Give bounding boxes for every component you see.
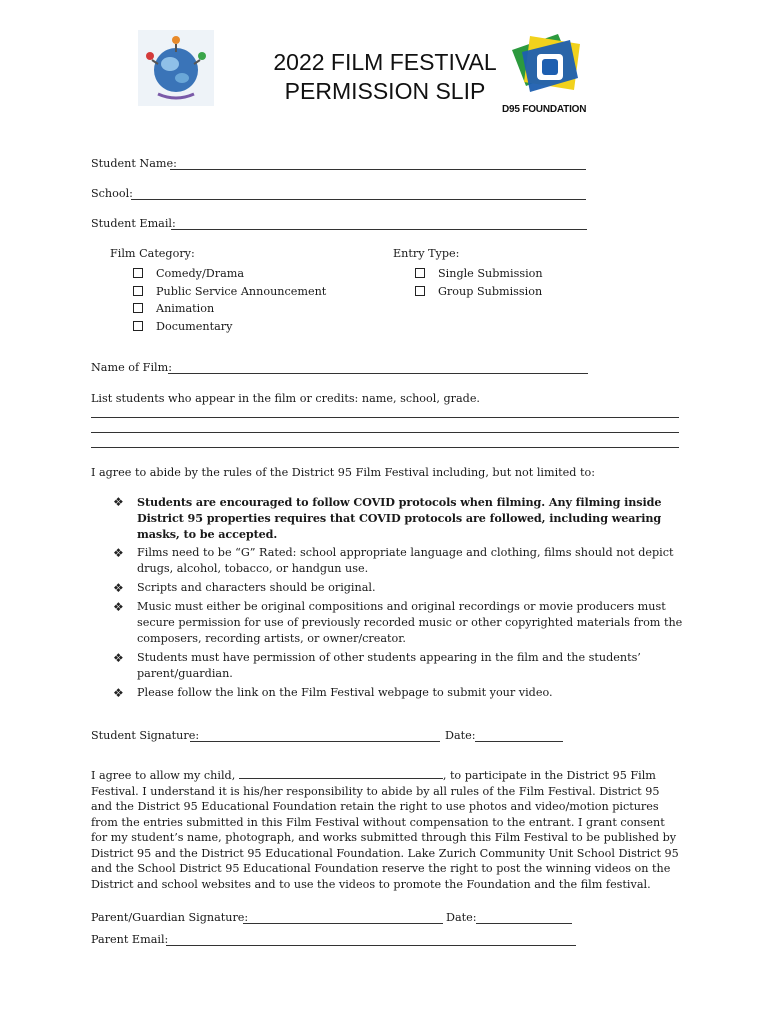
rule-text: Students must have permission of other students appearing in the film and the students’ parent/guardian. [137,651,641,680]
student-date-label: Date: [445,729,476,742]
rule-text: Students are encouraged to follow COVID protocols when filming. Any filming inside District 95 properties requires that COVID protocols are followed, including wearing masks, to be accepted. [137,495,662,541]
student-signature-label: Student Signature: [91,729,200,742]
checkbox[interactable] [415,286,425,296]
option-label: Group Submission [438,284,543,298]
rules-list [113,494,683,704]
parent-email-label: Parent Email: [91,933,169,946]
consent-paragraph [91,768,683,892]
parent-signature-field[interactable] [243,923,443,924]
checkbox[interactable] [133,268,143,278]
checkbox[interactable] [133,286,143,296]
title-line-1: 2022 FILM FESTIVAL [273,49,497,75]
rule-item [113,494,683,542]
rule-item [113,599,683,647]
d95-foundation-text: D95 FOUNDATION [502,104,587,115]
students-list-label: List students who appear in the film or credits: name, school, grade. [91,392,480,405]
rule-text: Music must either be original compositions and original recordings or movie producers must secure permission for use of previously recorded music or other copyrighted materials from the composers, recording artists, or owner/creator. [137,600,683,645]
students-list-line-3[interactable] [91,447,679,448]
option-label: Animation [156,302,215,315]
parent-signature-label: Parent/Guardian Signature: [91,911,249,924]
district-globe-logo [138,30,214,106]
option-label: Single Submission [438,267,543,280]
school-label: School: [91,187,133,200]
parent-email-field[interactable] [166,945,576,946]
diamond-bullet-icon: ❖ [113,495,124,509]
name-of-film-label: Name of Film: [91,361,172,374]
film-category-label: Film Category: [110,247,195,260]
checkbox[interactable] [133,303,143,313]
parent-date-field[interactable] [476,923,572,924]
student-name-field[interactable] [170,169,586,170]
entry-type-options [415,265,543,300]
rule-item [113,685,683,701]
students-list-line-1[interactable] [91,417,679,418]
option-label: Comedy/Drama [156,267,245,280]
rule-text: Films need to be “G” Rated: school appropriate language and clothing, films should not depict drugs, alcohol, tobacco, or handgun use. [137,546,674,575]
child-name-field[interactable] [239,768,443,779]
option-label: Public Service Announcement [156,284,327,298]
checkbox[interactable] [133,321,143,331]
rule-text: Scripts and characters should be original. [137,581,376,594]
rule-item [113,545,683,577]
film-category-option-psa[interactable] [133,283,326,301]
diamond-bullet-icon: ❖ [113,686,124,700]
page-title [230,48,540,106]
entry-type-option-single[interactable] [415,265,543,283]
film-category-option-animation[interactable] [133,300,326,318]
film-category-options [133,265,326,335]
entry-type-label: Entry Type: [393,247,460,260]
students-list-line-2[interactable] [91,432,679,433]
name-of-film-field[interactable] [168,373,588,374]
school-field[interactable] [131,199,586,200]
diamond-bullet-icon: ❖ [113,581,124,595]
student-email-field[interactable] [171,229,587,230]
consent-part-1: I agree to allow my child, [91,769,236,782]
film-category-option-comedy[interactable] [133,265,326,283]
diamond-bullet-icon: ❖ [113,600,124,614]
rule-item [113,650,683,682]
student-date-field[interactable] [475,741,563,742]
entry-type-option-group[interactable] [415,283,543,301]
title-line-2: PERMISSION SLIP [284,78,486,104]
rule-item [113,580,683,596]
diamond-bullet-icon: ❖ [113,546,124,560]
agree-intro: I agree to abide by the rules of the District 95 Film Festival including, but not limited to: [91,466,596,479]
student-name-label: Student Name: [91,157,177,170]
diamond-bullet-icon: ❖ [113,651,124,665]
film-category-option-documentary[interactable] [133,318,326,336]
parent-date-label: Date: [446,911,477,924]
student-email-label: Student Email: [91,217,176,230]
consent-part-2: , to participate in the District 95 Film Festival. I understand it is his/her responsibility to abide by all rules of the Film Festival. District 95 and the District 95 Educational Foundation retain the right to use photos and video/motion pictures from the entries submitted in this Film Festival without compensation to the entrant. I grant consent for my student’s name, photograph, and works submitted through this Film Festival to be published by District 95 and the District 95 Educational Foundation. Lake Zurich Community Unit School District 95 and the School District 95 Educational Foundation reserve the right to post the winning videos on the District and school websites and to use the videos to promote the Foundation and the film festival. [91,769,679,891]
student-signature-field[interactable] [190,741,440,742]
option-label: Documentary [156,319,233,333]
rule-text: Please follow the link on the Film Festival webpage to submit your video. [137,686,553,699]
checkbox[interactable] [415,268,425,278]
